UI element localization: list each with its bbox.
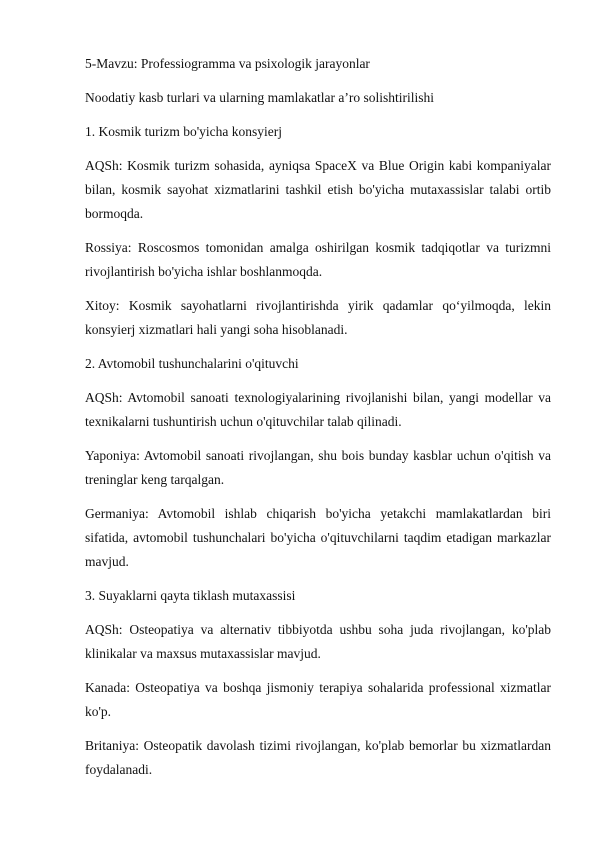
paragraph-britain-osteo: Britaniya: Osteopatik davolash tizimi rivojlangan, ko'plab bemorlar bu xizmatlardan foydalanadi. — [85, 738, 551, 777]
section-heading-3: 3. Suyaklarni qayta tiklash mutaxassisi — [85, 588, 296, 603]
paragraph-canada-osteo: Kanada: Osteopatiya va boshqa jismoniy terapiya sohalarida professional xizmatlar ko'p. — [85, 680, 551, 719]
paragraph-usa-osteo: AQSh: Osteopatiya va alternativ tibbiyotda ushbu soha juda rivojlangan, ko'plab klinikalar va maxsus mutaxassislar mavjud. — [85, 622, 551, 661]
topic-title: 5-Mavzu: Professiogramma va psixologik jarayonlar — [85, 56, 370, 71]
paragraph-usa-space: AQSh: Kosmik turizm sohasida, ayniqsa SpaceX va Blue Origin kabi kompaniyalar bilan, kosmik sayohat xizmatlarini tashkil etish bo'yicha mutaxassislar talabi ortib bormoqda. — [85, 158, 551, 221]
document-subtitle: Noodatiy kasb turlari va ularning mamlakatlar a’ro solishtirilishi — [85, 90, 435, 105]
section-heading-2: 2. Avtomobil tushunchalarini o'qituvchi — [85, 356, 299, 371]
section-heading-1: 1. Kosmik turizm bo'yicha konsyierj — [85, 124, 283, 139]
paragraph-china-space: Xitoy: Kosmik sayohatlarni rivojlantirishda yirik qadamlar qo‘yilmoqda, lekin konsyierj xizmatlari hali yangi soha hisoblanadi. — [85, 298, 551, 337]
paragraph-japan-auto: Yaponiya: Avtomobil sanoati rivojlangan, shu bois bunday kasblar uchun o'qitish va treninglar keng tarqalgan. — [85, 448, 551, 487]
document-page — [85, 52, 551, 792]
paragraph-russia-space: Rossiya: Roscosmos tomonidan amalga oshirilgan kosmik tadqiqotlar va turizmni rivojlantirish bo'yicha ishlar boshlanmoqda. — [85, 240, 551, 279]
paragraph-germany-auto: Germaniya: Avtomobil ishlab chiqarish bo'yicha yetakchi mamlakatlardan biri sifatida, avtomobil tushunchalari bo'yicha o'qituvchilarni taqdim etadigan markazlar mavjud. — [85, 506, 551, 569]
paragraph-usa-auto: AQSh: Avtomobil sanoati texnologiyalarining rivojlanishi bilan, yangi modellar va texnikalarni tushuntirish uchun o'qituvchilar talab qilinadi. — [85, 390, 551, 429]
